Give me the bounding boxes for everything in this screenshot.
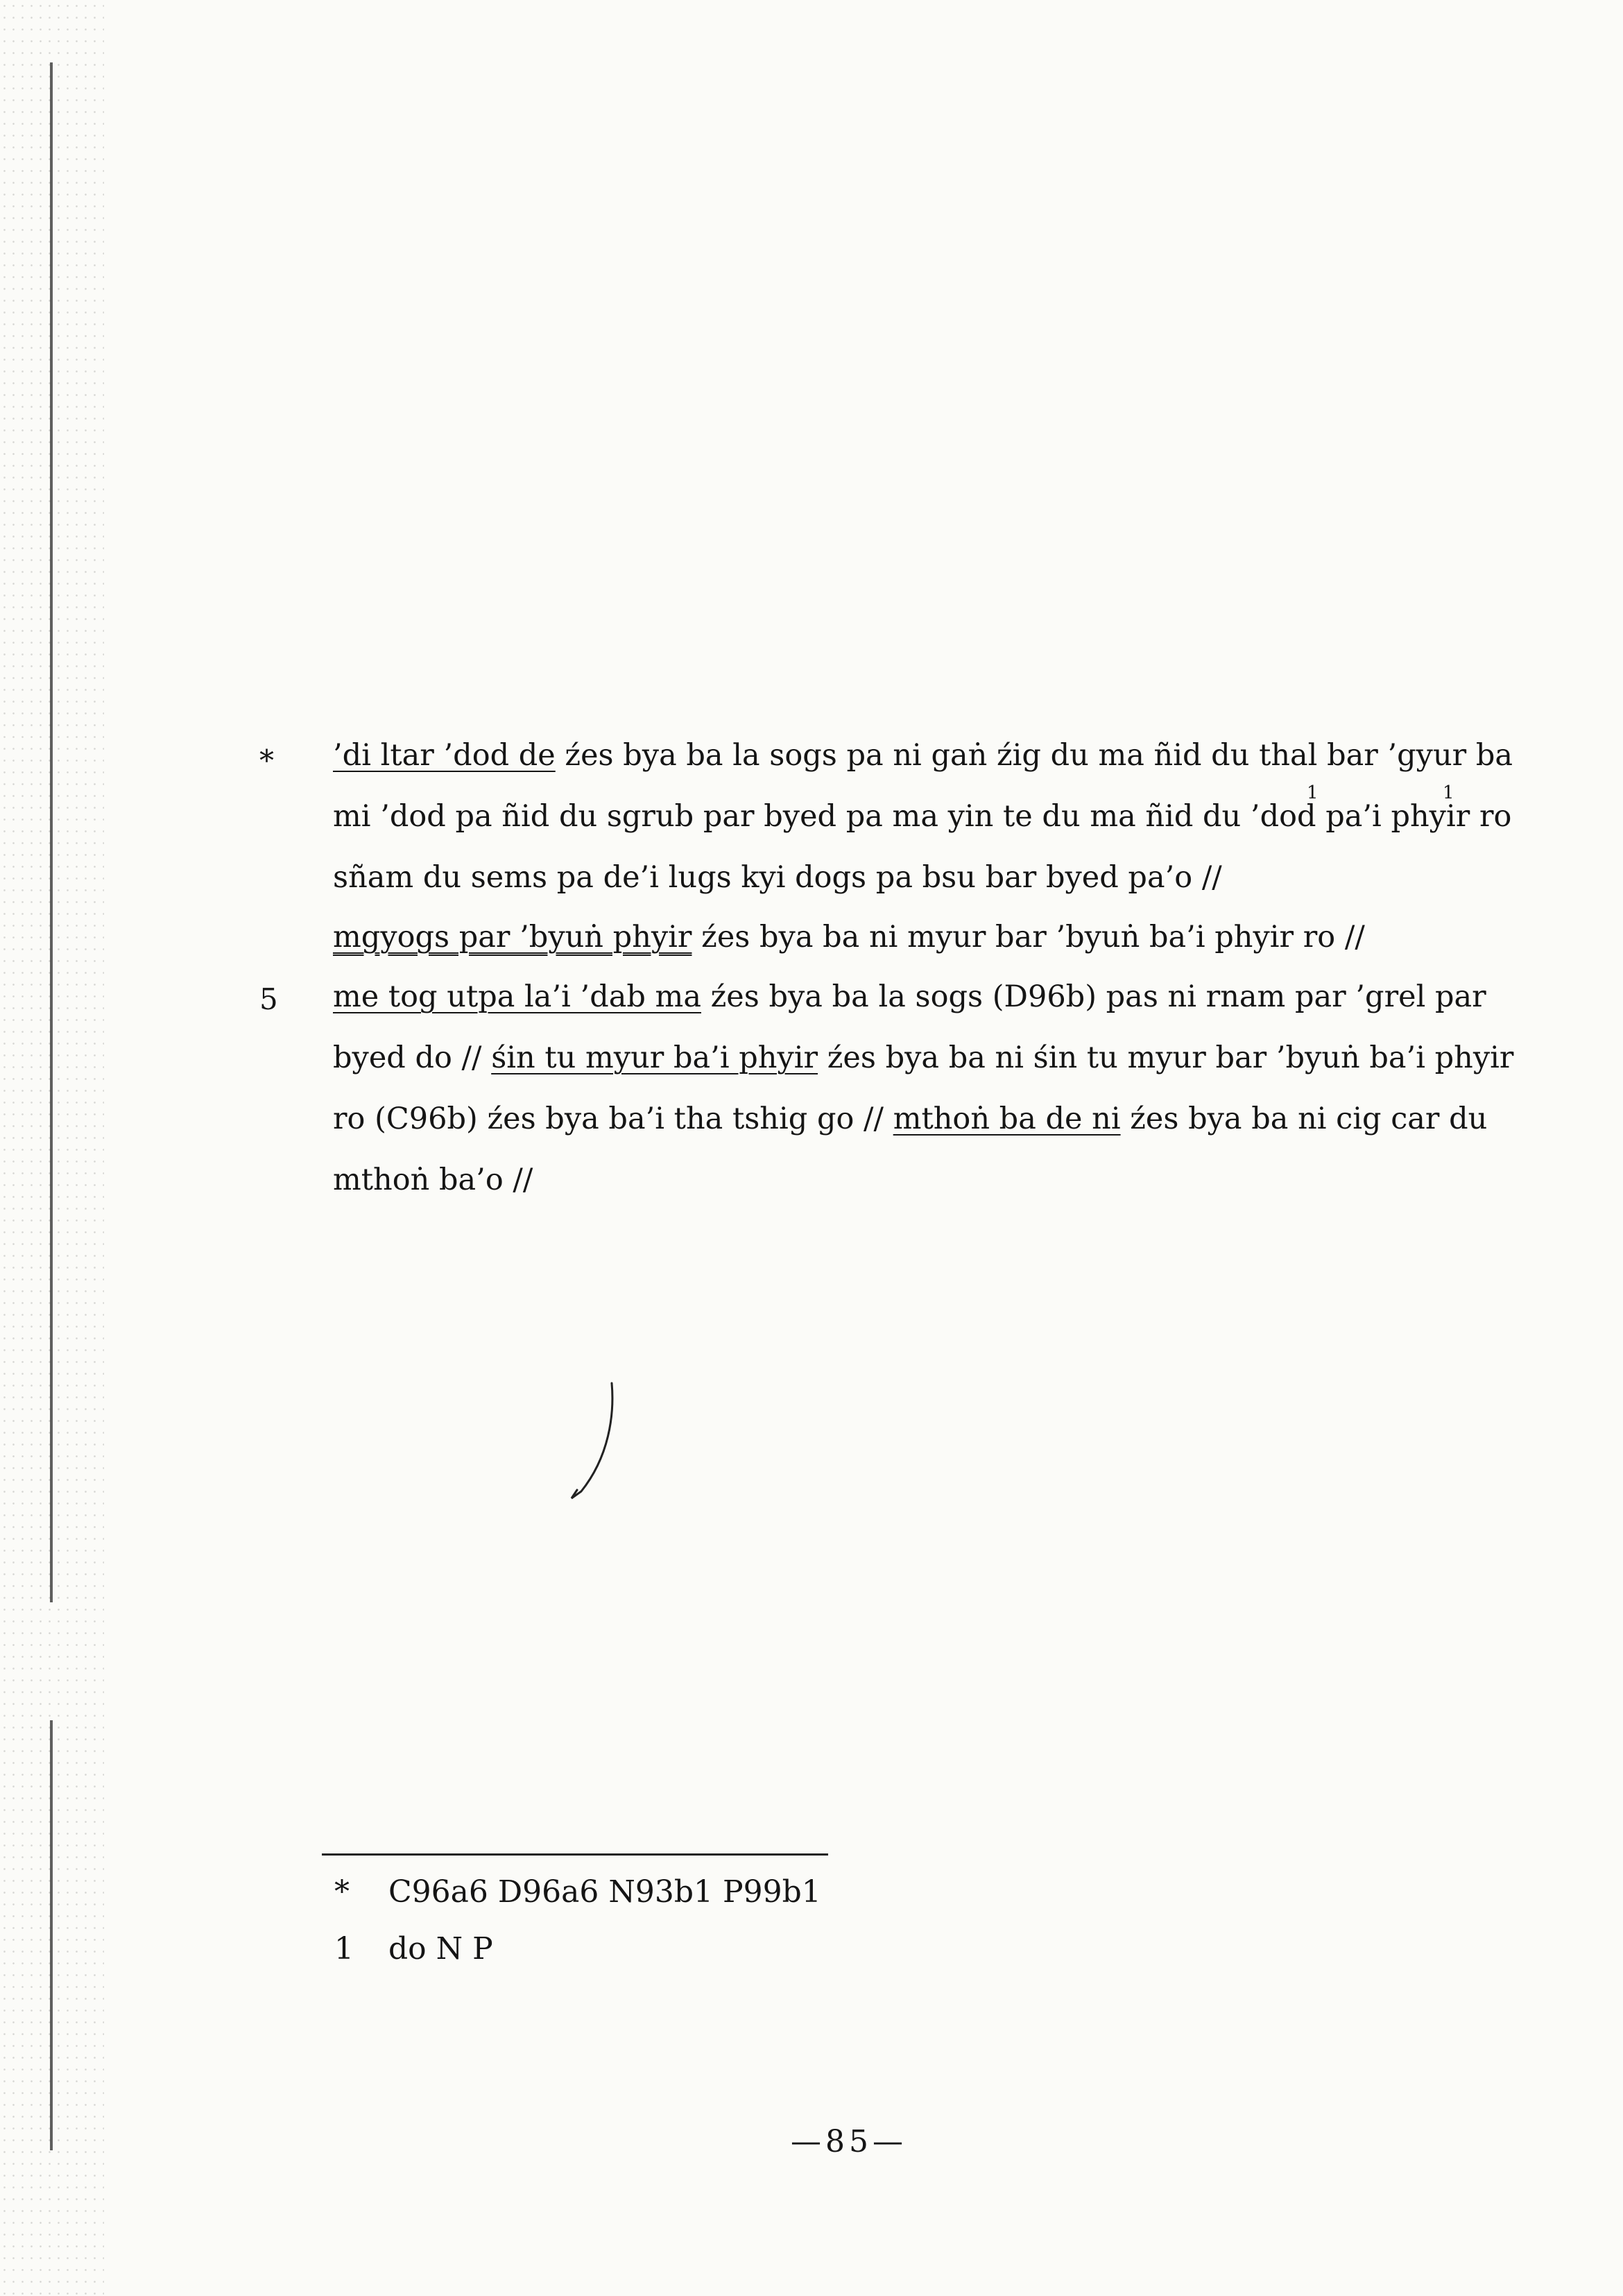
footnote-text: C96a6 D96a6 N93b1 P99b1 [388,1874,821,1910]
footnote-ref-close: 1 [1443,782,1454,803]
line-text: ro (C96b) źes bya ba’i tha tshig go // [333,1102,893,1136]
scan-edge-line [50,1720,53,2150]
text-line-6 [333,1040,1514,1075]
line-text: źes bya ba la sogs (D96b) pas ni rnam par ’grel par [701,979,1486,1014]
line-text: źes bya ba la sogs pa ni gaṅ źig du ma ñid du thal bar ’gyur ba [555,738,1513,773]
page-number: —85— [791,2124,907,2159]
line-number: 5 [259,982,278,1016]
text-line-3 [333,860,1222,895]
footnote-rule [322,1853,828,1856]
text-line-2 [333,799,1512,834]
line-text: mthoṅ ba’o // [333,1163,533,1197]
footnote-mark: * [334,1874,350,1910]
line-text: źes bya ba ni myur bar ’byuṅ ba’i phyir ro // [692,920,1365,954]
lemma: ’di ltar ’dod de [333,738,556,773]
pen-scribble [569,1380,631,1505]
footnote-text: do N P [388,1931,493,1967]
line-text: mi ’dod pa ñid du sgrub par byed pa ma yin te du ma ñid du ’dod pa’i phyir ro [333,799,1512,834]
asterisk-marker: * [259,744,274,778]
lemma: śin tu myur ba’i phyir [491,1040,818,1075]
line-text: źes bya ba ni śin tu myur bar ’byuṅ ba’i phyir [818,1040,1514,1075]
text-line-7 [333,1104,1487,1134]
line-text: źes bya ba ni cig car du [1120,1102,1488,1136]
text-line-8 [333,1165,533,1195]
footnote-ref-open: 1 [1307,782,1319,803]
line-text: byed do // [333,1040,492,1075]
text-line-5 [333,979,1486,1014]
line-text: sñam du sems pa de’i lugs kyi dogs pa bsu bar byed pa’o // [333,860,1222,895]
lemma: mthoṅ ba de ni [893,1102,1121,1136]
text-line-4 [333,920,1365,954]
lemma: mgyogs par ’byuṅ phyir [333,920,692,954]
footnote-mark: 1 [334,1931,354,1967]
scan-edge-line [50,62,53,1602]
text-line-1 [333,738,1513,773]
lemma: me tog utpa la’i ’dab ma [333,979,701,1014]
